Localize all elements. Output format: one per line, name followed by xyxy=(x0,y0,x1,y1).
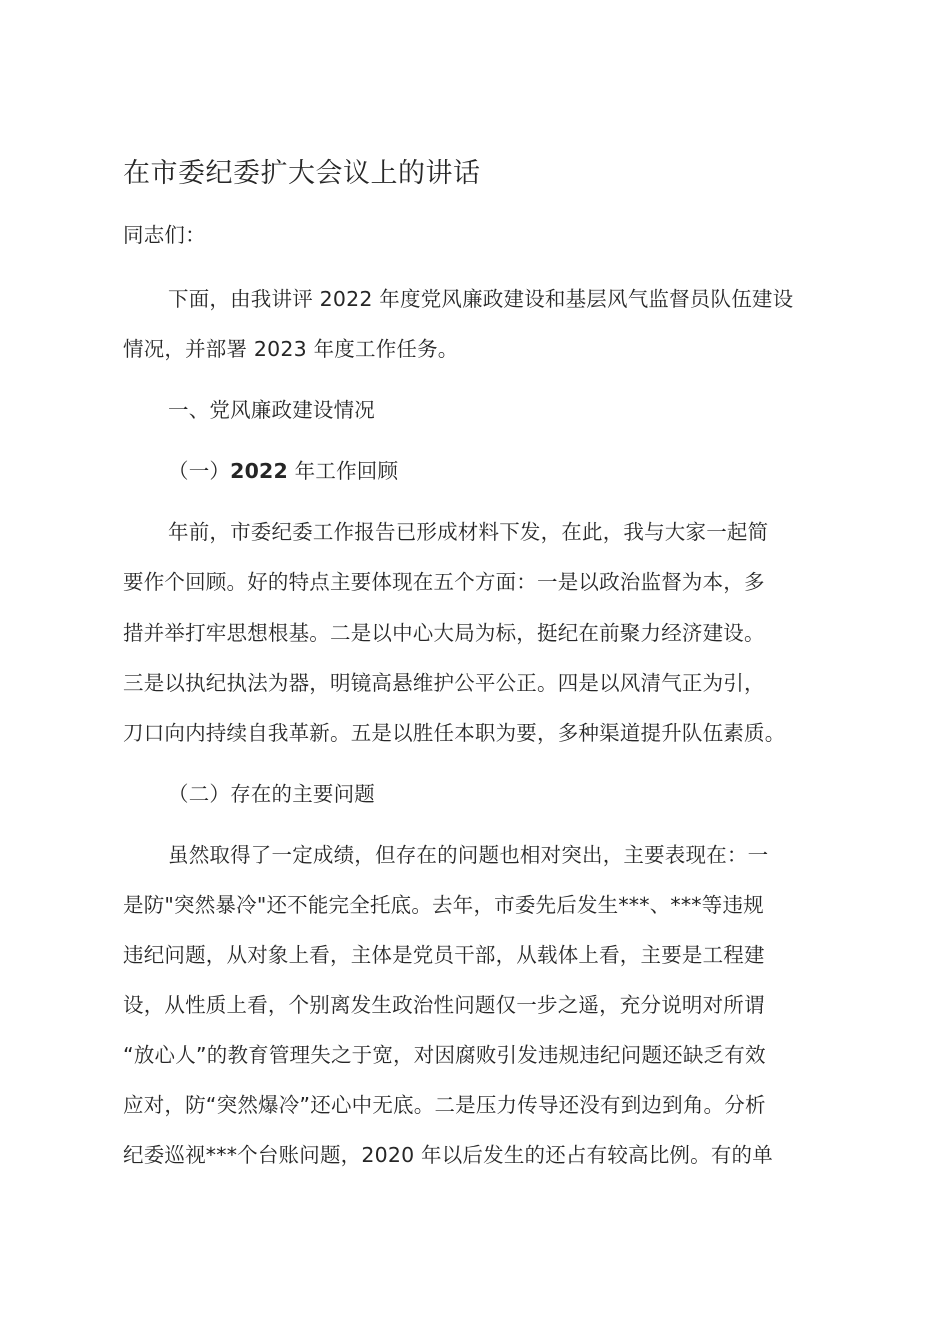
problem-line-7: 纪委巡视***个台账问题，2020 年以后发生的还占有较高比例。有的单 xyxy=(123,1143,773,1167)
problem-line-1: 虽然取得了一定成绩，但存在的问题也相对突出，主要表现在：一 xyxy=(168,843,769,867)
problem-line-6: 应对，防“突然爆冷”还心中无底。二是压力传导还没有到边到角。分析 xyxy=(123,1093,766,1117)
subsection-1-prefix: （一） xyxy=(168,459,231,483)
problem-line-2: 是防"突然暴冷"还不能完全托底。去年，市委先后发生***、***等违规 xyxy=(123,893,764,917)
problem-line-5: “放心人”的教育管理失之于宽，对因腐败引发违规违纪问题还缺乏有效 xyxy=(123,1043,766,1067)
subsection-1-year: 2022 xyxy=(230,459,288,483)
intro-line-2: 情况，并部署 2023 年度工作任务。 xyxy=(123,337,459,361)
document-title: 在市委纪委扩大会议上的讲话 xyxy=(123,158,481,189)
review-line-2: 要作个回顾。好的特点主要体现在五个方面：一是以政治监督为本，多 xyxy=(123,570,765,594)
review-line-4: 三是以执纪执法为器，明镜高悬维护公平公正。四是以风清气正为引， xyxy=(123,671,765,695)
salutation: 同志们： xyxy=(123,223,206,247)
problem-line-4: 设，从性质上看，个别离发生政治性问题仅一步之遥，充分说明对所谓 xyxy=(123,993,765,1017)
review-line-1: 年前，市委纪委工作报告已形成材料下发，在此，我与大家一起简 xyxy=(168,520,769,544)
subsection-2-heading: （二）存在的主要问题 xyxy=(168,782,375,806)
section-1-heading: 一、党风廉政建设情况 xyxy=(168,398,375,422)
review-line-5: 刀口向内持续自我革新。五是以胜任本职为要，多种渠道提升队伍素质。 xyxy=(123,721,786,745)
intro-line-1: 下面，由我讲评 2022 年度党风廉政建设和基层风气监督员队伍建设 xyxy=(168,287,794,311)
problem-line-3: 违纪问题，从对象上看，主体是党员干部，从载体上看，主要是工程建 xyxy=(123,943,765,967)
subsection-1-suffix: 年工作回顾 xyxy=(287,459,399,483)
subsection-1-heading xyxy=(168,456,398,486)
review-line-3: 措并举打牢思想根基。二是以中心大局为标，挺纪在前聚力经济建设。 xyxy=(123,621,765,645)
